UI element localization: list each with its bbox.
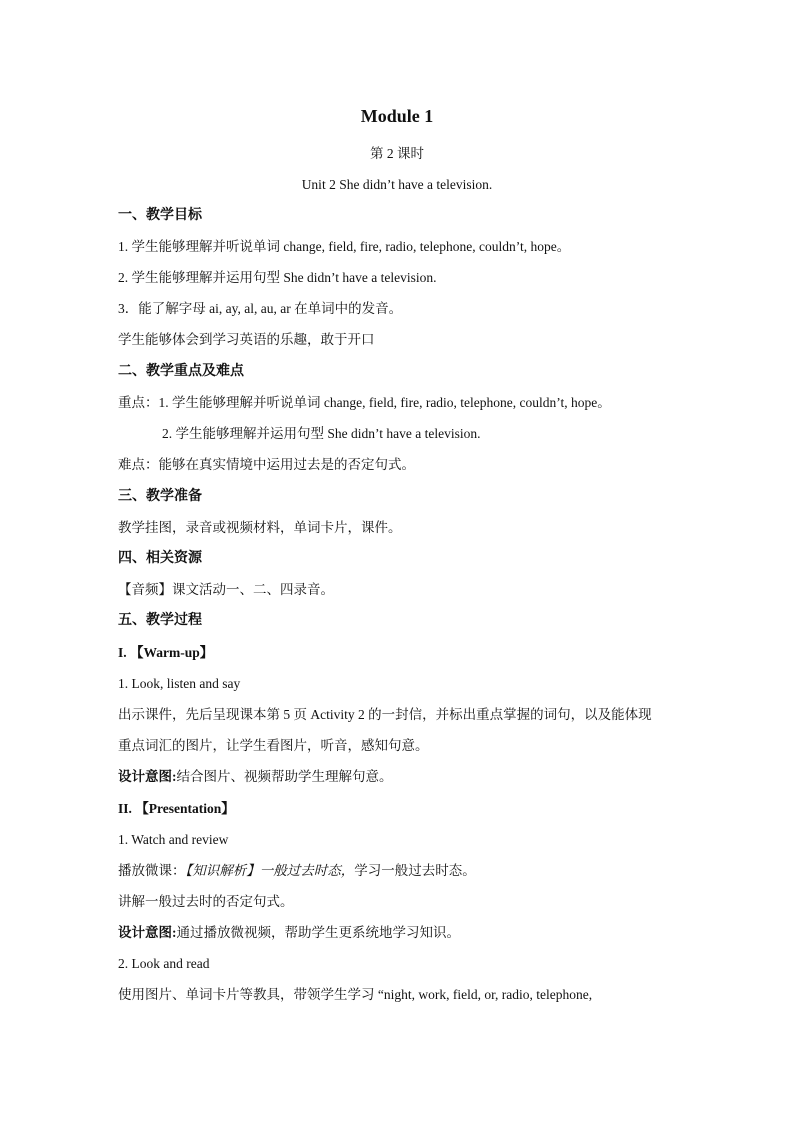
presentation-design-intent	[118, 923, 694, 943]
presentation-heading: II. 【Presentation】	[118, 801, 235, 816]
page-title: Module 1	[360, 106, 434, 126]
warmup-design-intent	[118, 767, 694, 787]
presentation-paragraph: 讲解一般过去时的否定句式。	[118, 894, 294, 909]
section-heading-resources: 四、相关资源	[118, 551, 202, 566]
objective-item: 2. 学生能够理解并运用句型 She didn’t have a television.	[118, 270, 437, 285]
section-heading-key-points: 二、教学重点及难点	[118, 364, 244, 379]
objective-item: 学生能够体会到学习英语的乐趣，敢于开口	[118, 332, 375, 347]
warmup-heading: I. 【Warm-up】	[118, 645, 214, 660]
unit-title: Unit 2 She didn’t have a television.	[301, 177, 493, 192]
warmup-step: 1. Look, listen and say	[118, 676, 241, 691]
micro-lesson-suffix: 学习一般过去时态。	[354, 863, 476, 878]
difficulty-text: 难点：能够在真实情境中运用过去是的否定句式。	[118, 457, 415, 472]
design-intent-label: 设计意图:	[118, 925, 177, 940]
design-intent-text: 结合图片、视频帮助学生理解句意。	[176, 769, 393, 784]
resources-text: 【音频】课文活动一、二、四录音。	[118, 582, 334, 597]
key-point-item: 2. 学生能够理解并运用句型 She didn’t have a television.	[162, 426, 481, 441]
section-heading-process: 五、教学过程	[118, 613, 202, 628]
design-intent-text: 通过播放微视频，帮助学生更系统地学习知识。	[176, 925, 460, 940]
objective-item: 3．能了解字母 ai, ay, al, au, ar 在单词中的发音。	[118, 301, 403, 316]
objective-item: 1. 学生能够理解并听说单词 change, field, fire, radio, telephone, couldn’t, hope。	[118, 239, 571, 254]
key-point-item: 重点：1. 学生能够理解并听说单词 change, field, fire, radio, telephone, couldn’t, hope。	[118, 395, 611, 410]
presentation-paragraph: 使用图片、单词卡片等教具，带领学生学习 “night, work, field, or, radio, telephone,	[118, 987, 593, 1002]
warmup-paragraph: 重点词汇的图片，让学生看图片，听音，感知句意。	[118, 738, 429, 753]
micro-lesson-title: 【知识解析】一般过去时态，	[185, 863, 355, 878]
section-heading-preparation: 三、教学准备	[118, 489, 202, 504]
lesson-label: 第 2 课时	[370, 146, 424, 161]
design-intent-label: 设计意图:	[118, 769, 177, 784]
preparation-text: 教学挂图，录音或视频材料，单词卡片，课件。	[118, 520, 402, 535]
presentation-paragraph	[118, 861, 694, 881]
micro-lesson-prefix: 播放微课：	[118, 863, 186, 878]
warmup-paragraph: 出示课件，先后呈现课本第 5 页 Activity 2 的一封信，并标出重点掌握的词句，以及能体现	[118, 707, 652, 722]
section-heading-objectives: 一、教学目标	[118, 208, 202, 223]
presentation-step: 1. Watch and review	[118, 832, 229, 847]
presentation-step: 2. Look and read	[118, 956, 210, 971]
